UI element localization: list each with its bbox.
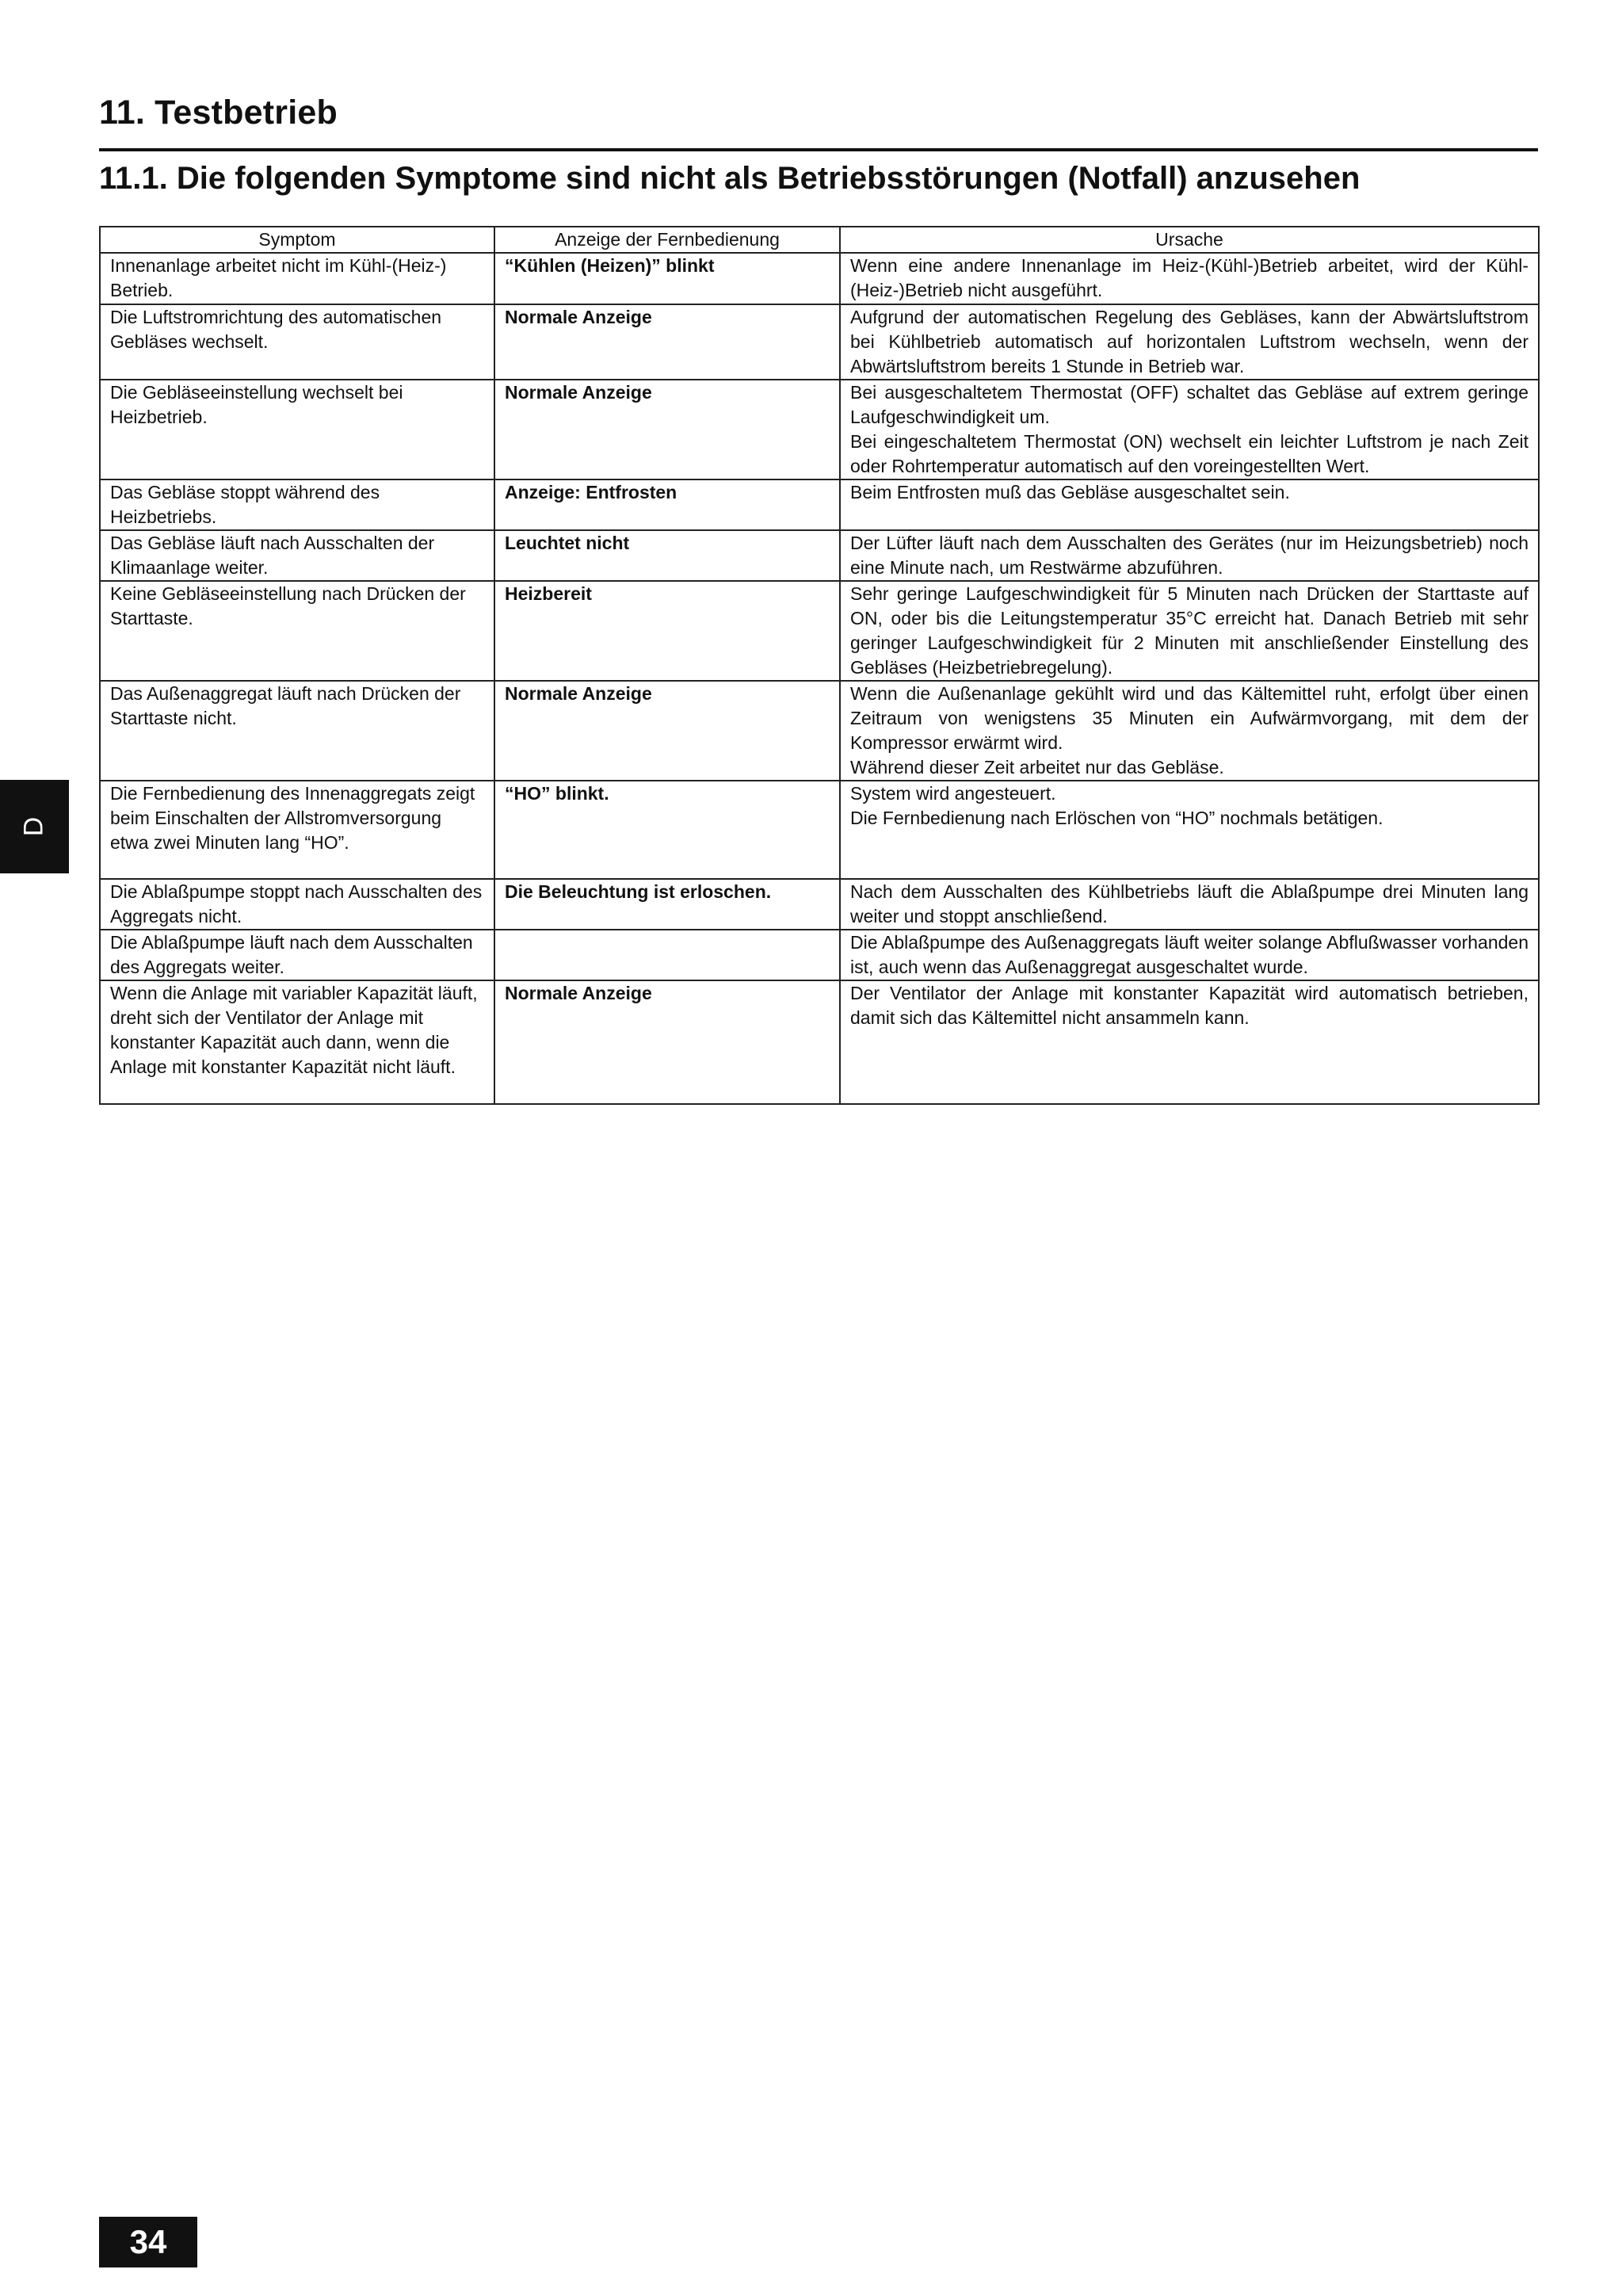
- cause-text: Bei ausgeschaltetem Thermostat (OFF) schaltet das Gebläse auf extrem geringe Laufgeschwindigkeit um.: [850, 382, 1528, 427]
- cause-cell: [840, 581, 1539, 681]
- cause-text: Der Lüfter läuft nach dem Ausschalten des Gerätes (nur im Heizungsbetrieb) noch eine Minute nach, um Restwärme abzuführen.: [850, 533, 1528, 578]
- section-title: 11. Testbetrieb: [99, 94, 338, 132]
- symptom-cell: Wenn die Anlage mit variabler Kapazität läuft, dreht sich der Ventilator der Anlage mit konstanter Kapazität auch dann, wenn die Anlage mit konstanter Kapazität nicht läuft.: [100, 980, 494, 1104]
- symptom-cell: Die Ablaßpumpe stoppt nach Ausschalten des Aggregats nicht.: [100, 879, 494, 930]
- symptom-cell: Innenanlage arbeitet nicht im Kühl-(Heiz-) Betrieb.: [100, 253, 494, 304]
- cause-text: Beim Entfrosten muß das Gebläse ausgeschaltet sein.: [850, 482, 1290, 502]
- table-header-row: [100, 227, 1539, 253]
- cause-cell: [840, 304, 1539, 380]
- cause-cell: [840, 253, 1539, 304]
- cause-cell: [840, 781, 1539, 879]
- table-row: [100, 304, 1539, 380]
- page-number: 34: [99, 2217, 197, 2267]
- display-cell: Die Beleuchtung ist erloschen.: [494, 879, 840, 930]
- cause-cell: [840, 980, 1539, 1104]
- display-cell: Normale Anzeige: [494, 980, 840, 1104]
- display-cell: Heizbereit: [494, 581, 840, 681]
- display-cell: [494, 930, 840, 980]
- header-remote-display: Anzeige der Fernbedienung: [494, 227, 840, 253]
- symptom-cell: Die Fernbedienung des Innenaggregats zeigt beim Einschalten der Allstromversorgung etwa zwei Minuten lang “HO”.: [100, 781, 494, 879]
- cause-text: Bei eingeschaltetem Thermostat (ON) wechselt ein leichter Luftstrom je nach Zeit oder Rohrtemperatur automatisch auf den voreingestellten Wert.: [850, 431, 1528, 476]
- header-cause: Ursache: [840, 227, 1539, 253]
- table-row: [100, 980, 1539, 1104]
- display-cell: Normale Anzeige: [494, 681, 840, 781]
- title-divider: [99, 148, 1538, 151]
- cause-cell: [840, 479, 1539, 530]
- cause-text: Während dieser Zeit arbeitet nur das Gebläse.: [850, 757, 1224, 777]
- display-cell: “Kühlen (Heizen)” blinkt: [494, 253, 840, 304]
- subsection-title: 11.1. Die folgenden Symptome sind nicht als Betriebsstörungen (Notfall) anzusehen: [99, 161, 1361, 196]
- cause-cell: [840, 879, 1539, 930]
- cause-text: Nach dem Ausschalten des Kühlbetriebs läuft die Ablaßpumpe drei Minuten lang weiter und stoppt anschließend.: [850, 881, 1528, 926]
- symptom-cell: Die Ablaßpumpe läuft nach dem Ausschalten des Aggregats weiter.: [100, 930, 494, 980]
- display-cell: Normale Anzeige: [494, 380, 840, 479]
- display-cell: Normale Anzeige: [494, 304, 840, 380]
- display-cell: Anzeige: Entfrosten: [494, 479, 840, 530]
- side-tab-label: D: [18, 816, 49, 837]
- language-side-tab: [0, 780, 69, 873]
- table-row: [100, 581, 1539, 681]
- cause-text: Aufgrund der automatischen Regelung des Gebläses, kann der Abwärtsluftstrom bei Kühlbetrieb automatisch auf horizontalen Luftstrom wechseln, wenn der Abwärtsluftstrom bereits 1 Stunde in Betrieb war.: [850, 307, 1528, 376]
- header-symptom: Symptom: [100, 227, 494, 253]
- table-row: [100, 930, 1539, 980]
- cause-text: Die Ablaßpumpe des Außenaggregats läuft weiter solange Abflußwasser vorhanden ist, auch wenn das Außenaggregat ausgeschaltet wurde.: [850, 932, 1528, 977]
- cause-cell: [840, 930, 1539, 980]
- table-row: [100, 879, 1539, 930]
- symptom-cell: Keine Gebläseeinstellung nach Drücken der Starttaste.: [100, 581, 494, 681]
- table-row: [100, 380, 1539, 479]
- cause-cell: [840, 681, 1539, 781]
- display-cell: “HO” blinkt.: [494, 781, 840, 879]
- cause-text: Wenn die Außenanlage gekühlt wird und das Kältemittel ruht, erfolgt über einen Zeitraum von wenigstens 35 Minuten ein Aufwärmvorgang, mit dem der Kompressor erwärmt wird.: [850, 683, 1528, 753]
- symptom-table: [99, 226, 1540, 1105]
- cause-text: Wenn eine andere Innenanlage im Heiz-(Kühl-)Betrieb arbeitet, wird der Kühl-(Heiz-)Betrieb nicht ausgeführt.: [850, 255, 1528, 300]
- display-cell: Leuchtet nicht: [494, 530, 840, 581]
- table-row: [100, 681, 1539, 781]
- cause-text: System wird angesteuert.: [850, 783, 1056, 804]
- symptom-cell: Das Gebläse läuft nach Ausschalten der Klimaanlage weiter.: [100, 530, 494, 581]
- symptom-cell: Das Gebläse stoppt während des Heizbetriebs.: [100, 479, 494, 530]
- table-row: [100, 530, 1539, 581]
- cause-text: Sehr geringe Laufgeschwindigkeit für 5 Minuten nach Drücken der Starttaste auf ON, oder bis die Leitungstemperatur 35°C erreicht hat. Danach Betrieb mit sehr geringer Laufgeschwindigkeit für 2 Minuten mit anschließender Einstellung des Gebläses (Heizbetriebregelung).: [850, 583, 1528, 678]
- cause-cell: [840, 380, 1539, 479]
- table-row: [100, 253, 1539, 304]
- symptom-cell: Das Außenaggregat läuft nach Drücken der Starttaste nicht.: [100, 681, 494, 781]
- cause-text: Der Ventilator der Anlage mit konstanter Kapazität wird automatisch betrieben, damit sich das Kältemittel nicht ansammeln kann.: [850, 983, 1528, 1028]
- table-row: [100, 781, 1539, 879]
- cause-text: Die Fernbedienung nach Erlöschen von “HO” nochmals betätigen.: [850, 808, 1383, 828]
- table-row: [100, 479, 1539, 530]
- symptom-cell: Die Gebläseeinstellung wechselt bei Heizbetrieb.: [100, 380, 494, 479]
- symptom-cell: Die Luftstromrichtung des automatischen Gebläses wechselt.: [100, 304, 494, 380]
- cause-cell: [840, 530, 1539, 581]
